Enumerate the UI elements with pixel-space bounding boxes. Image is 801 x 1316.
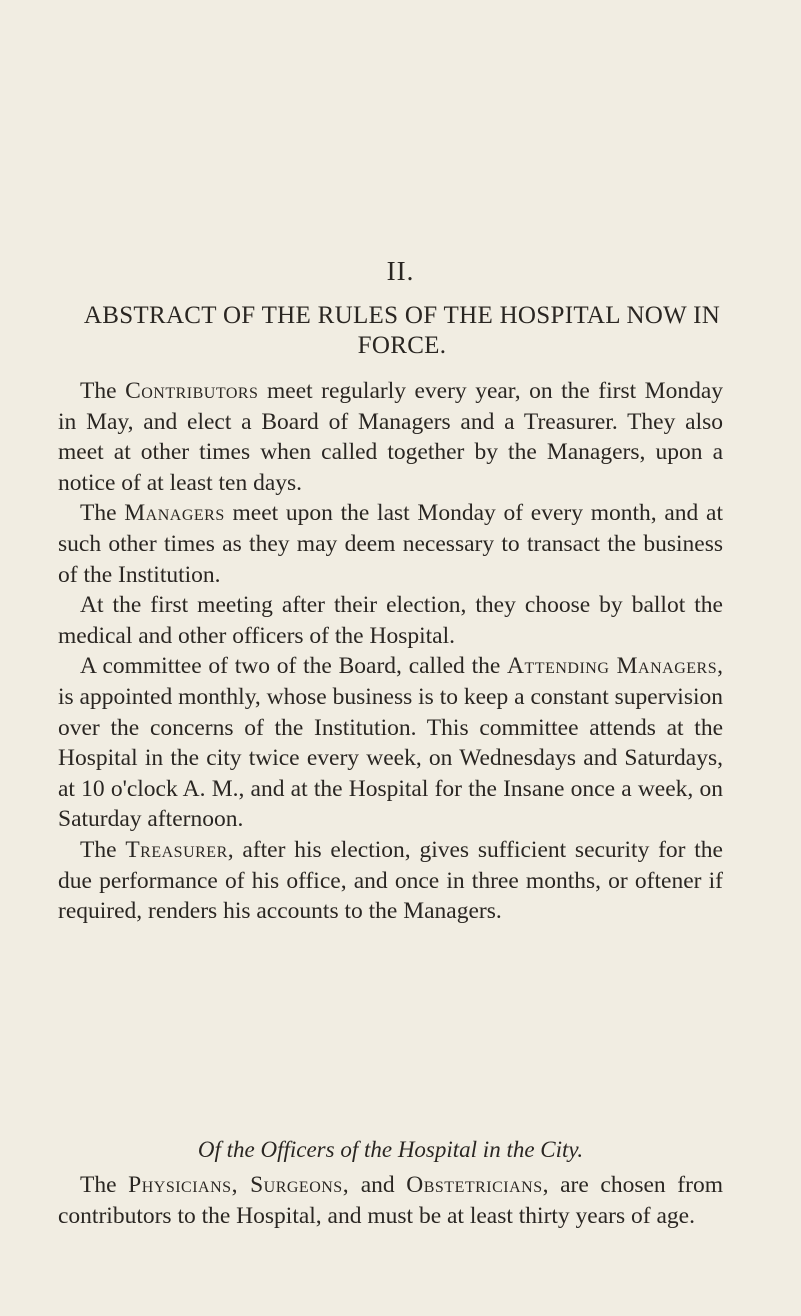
paragraph-text: meet regularly every year, on the first Monday in May, and elect a Board of Managers and a Treasurer. They also meet at other times when called together by the Managers, upon a notice of at least ten days. [58,378,724,496]
rules-body [58,376,723,927]
term-obstetricians: Obstetricians [406,1172,543,1198]
paragraph-physicians [58,1170,723,1231]
paragraph-text: , after his election, gives sufficient security for the due performance of his office, and once in three months, or oftener if required, renders his accounts to the Managers. [58,836,723,925]
paragraph-pre: The [80,1172,129,1198]
paragraph-first-meeting [58,590,723,651]
page-heading: ABSTRACT OF THE RULES OF THE HOSPITAL NOW IN FORCE. [83,302,721,359]
paragraph-text: At the first meeting after their election, they choose by ballot the medical and other officers of the Hospital. [58,592,723,649]
term-physicians-surgeons: Physicians, Surgeons, [128,1172,350,1198]
section-numeral: II. [386,256,415,286]
paragraph-pre: The [80,500,125,527]
paragraph-contributors [58,376,723,498]
paragraph-pre: The [80,836,126,863]
paragraph-text: , is appointed monthly, whose business is to keep a constant supervision over the concerns of the Institution. This committee attends at the Hospital in the city twice every week, on Wednesdays and Saturdays, at 10 o'clock A. M., and at the Hospital for the Insane once a week, on Saturday afternoon. [58,653,723,833]
paragraph-text: , are chosen from contributors to the Hospital, and must be at least thirty years of age. [58,1172,723,1229]
officers-body [58,1170,723,1231]
term-treasurer: Treasurer [125,836,228,863]
term-contributors: Contributors [125,378,259,404]
paragraph-pre: The [80,378,126,404]
paragraph-text: meet upon the last Monday of every month, and at such other times as they may deem necessary to transact the business of the Institution. [58,500,723,588]
term-managers: Managers [124,500,225,527]
paragraph-attending-managers [58,651,723,835]
subheading: Of the Officers of the Hospital in the City. [197,1137,584,1162]
paragraph-treasurer [58,835,723,927]
paragraph-pre: A committee of two of the Board, called the [80,653,508,680]
paragraph-managers [58,498,723,590]
paragraph-mid: and [349,1172,407,1198]
term-attending-managers: Attending Managers [507,653,718,680]
